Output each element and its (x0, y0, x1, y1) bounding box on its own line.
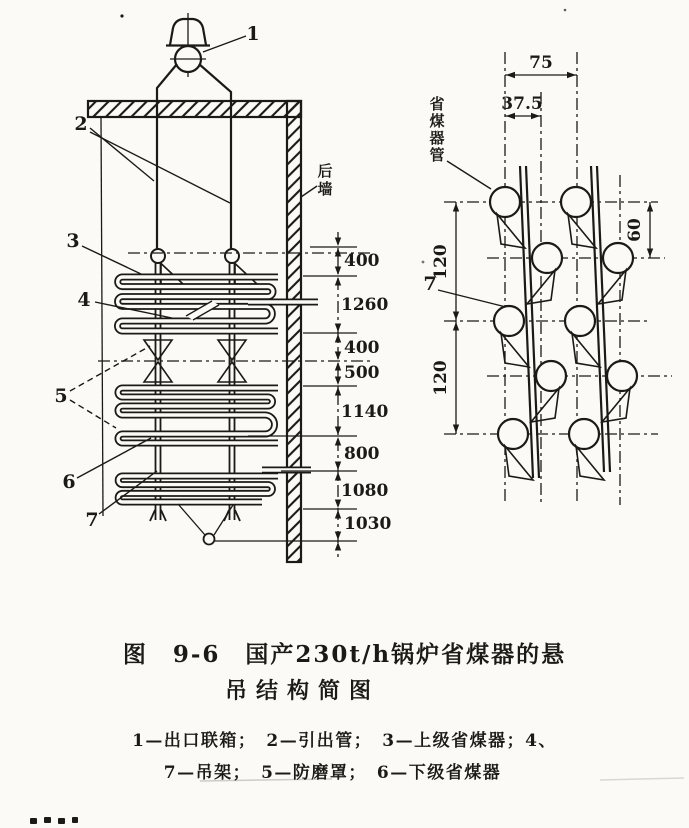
left-boundary-line (101, 117, 103, 516)
rear-wall-hatch (287, 101, 301, 562)
outlet-pipes (157, 64, 231, 249)
dimension-label-pitch: 120 (431, 244, 451, 280)
dimension-label: 1140 (341, 402, 389, 422)
figure-legend-line2: 7—吊架； 5—防磨罩； 6—下级省煤器 (163, 763, 502, 783)
part-label-3: 3 (66, 230, 80, 252)
tube-label-char: 管 (429, 146, 445, 164)
ceiling-hatch (88, 101, 301, 117)
rear-wall-callout (301, 162, 333, 198)
part-label-5: 5 (54, 385, 68, 407)
wall-label-char: 后 (317, 162, 333, 180)
figure-caption-line2: 吊结构简图 (224, 678, 380, 704)
dimension-label: 400 (344, 251, 380, 271)
lower-economizer-coil-lower-group (118, 476, 278, 502)
part-label-7-detail: 7 (423, 273, 437, 295)
dimension-label: 1030 (344, 514, 392, 534)
dimension-label-pitch: 120 (431, 360, 451, 396)
economizer-tube-sections (490, 187, 637, 449)
dimension-label: 400 (344, 338, 380, 358)
dimension-label: 1260 (341, 295, 389, 315)
inlet-header-bottom (178, 504, 357, 545)
dimension-label-half-width: 37.5 (501, 94, 543, 114)
detail-centerlines (444, 52, 672, 505)
part-label-6: 6 (62, 471, 76, 493)
part-label-1: 1 (246, 23, 260, 45)
figure-legend-line1: 1—出口联箱； 2—引出管； 3—上级省煤器；4、 (132, 731, 557, 751)
tube-label-char: 器 (429, 129, 445, 147)
part-label-2: 2 (74, 113, 88, 135)
dimension-label: 800 (344, 444, 380, 464)
tube-label-char: 煤 (429, 112, 445, 130)
wall-label-char: 墙 (317, 180, 333, 198)
dimension-label: 1080 (341, 481, 389, 501)
lower-economizer-coil-upper-group (118, 388, 278, 443)
part-label-7-main: 7 (85, 509, 99, 531)
dimension-label: 500 (344, 363, 380, 383)
dimension-arrows (335, 238, 341, 551)
dimension-label-width: 75 (529, 53, 553, 73)
part-label-4: 4 (77, 289, 91, 311)
dimension-label-offset: 60 (625, 218, 645, 242)
figure-caption-line1: 图 9-6 国产230t/h锅炉省煤器的悬 (122, 641, 567, 668)
tube-label-char: 省 (429, 95, 445, 113)
